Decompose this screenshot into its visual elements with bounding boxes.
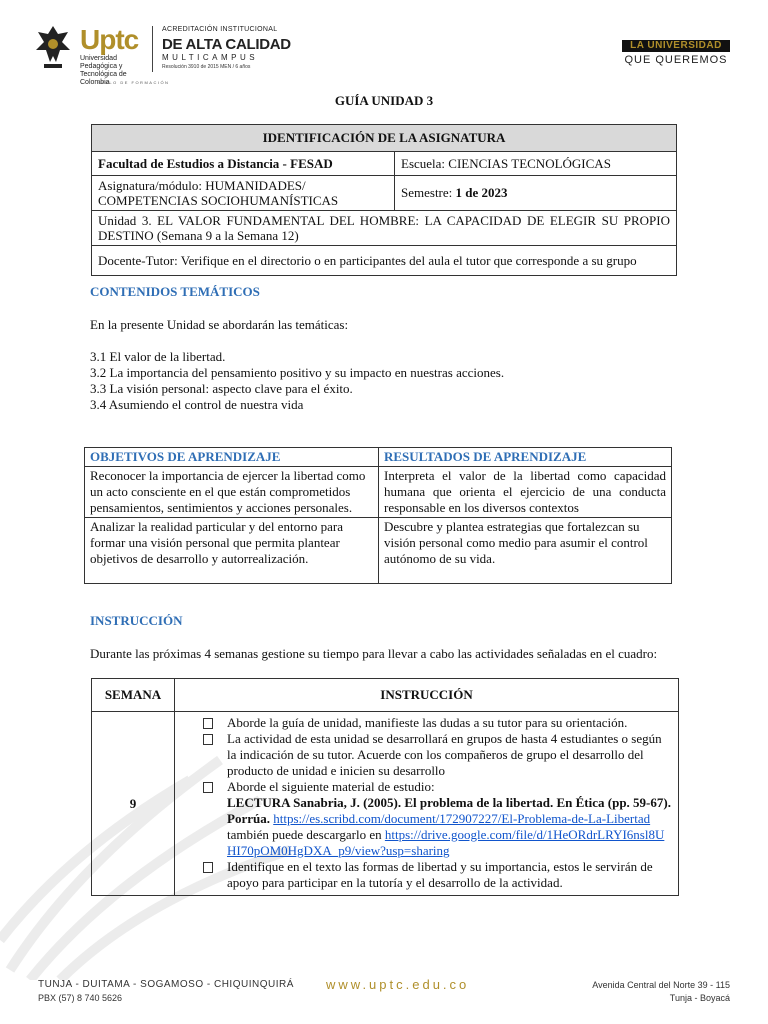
table-row: [85, 518, 672, 584]
semester-cell: [395, 176, 677, 211]
slogan-line-2: QUE QUEREMOS: [624, 54, 728, 66]
list-item: 3.4 Asumiendo el control de nuestra vida: [90, 397, 304, 412]
list-item: [175, 859, 672, 891]
document-title: GUÍA UNIDAD 3: [334, 93, 434, 108]
list-item: [175, 715, 672, 731]
bullet-text: Aborde la guía de unidad, manifieste las dudas a su tutor para su orientación.: [227, 715, 628, 730]
reading-reference: LECTURA Sanabria, J. (2005). El problema de la libertad. En Ética (pp. 59-67). Porrúa: [227, 795, 671, 826]
bullet-text: Aborde el siguiente material de estudio:: [227, 779, 435, 794]
accreditation-line-1: ACREDITACIÓN INSTITUCIONAL: [162, 26, 278, 33]
instruction-cell: [175, 712, 679, 896]
school-label: Escuela:: [401, 155, 449, 171]
accreditation-line-4: Resolución 3910 de 2015 MEN / 6 años: [162, 64, 251, 70]
bullet-text: La actividad de esta unidad se desarrollará en grupos de hasta 4 estudiantes o según la indicación de su tutor. Acuerde con los compañeros de grupo el desarrollo del producto de unidad e inicien su desarrollo: [227, 731, 662, 778]
footer-phone: PBX (57) 8 740 5626: [38, 993, 123, 1003]
table-cell: Descubre y plantea estrategias que fortalezcan su visión personal como medio para asumir el control autónomo de su vida.: [379, 518, 672, 584]
tutor-cell: Docente-Tutor: Verifique en el directorio o en participantes del aula el tutor que corresponde a su grupo: [92, 246, 677, 276]
drive-link[interactable]: https://drive.google.com/file/d/1HeORdrLRYI6nsl8UHI70pOM0HgDXA_p9/view?usp=sharing: [227, 827, 665, 858]
uptc-logo: Uptc: [80, 24, 139, 55]
objectives-table: [84, 447, 672, 584]
contents-intro: En la presente Unidad se abordarán las temáticas:: [90, 317, 349, 332]
semester-value: 1 de 2023: [455, 185, 508, 200]
contents-list: [90, 349, 504, 413]
bullet-icon: [203, 718, 213, 729]
week-number: 9: [92, 712, 175, 896]
reading-period: .: [266, 811, 274, 826]
table-row: [92, 712, 679, 896]
contents-title: CONTENIDOS TEMÁTICOS: [90, 284, 260, 299]
logo-divider: [152, 26, 153, 72]
instruction-header: INSTRUCCIÓN: [175, 679, 679, 712]
results-header: RESULTADOS DE APRENDIZAJE: [379, 448, 672, 467]
table-cell: Analizar la realidad particular y del entorno para formar una visión personal que permita plantear objetivos de desarrollo y autorrealización.: [85, 518, 379, 584]
faculty-cell: Facultad de Estudios a Distancia - FESAD: [92, 152, 395, 176]
list-item: 3.1 El valor de la libertad.: [90, 349, 226, 364]
footer-website[interactable]: www.uptc.edu.co: [326, 977, 470, 992]
list-item: [175, 779, 672, 859]
bullet-text: Identifique en el texto las formas de libertad y su importancia, estos le servirán de apoyo para participar en la tutoría y el desarrollo de la actividad.: [227, 859, 653, 890]
identification-table: [91, 124, 677, 276]
subject-cell: Asignatura/módulo: HUMANIDADES/ COMPETENCIAS SOCIOHUMANÍSTICAS: [92, 176, 395, 211]
list-item: 3.3 La visión personal: aspecto clave para el éxito.: [90, 381, 353, 396]
school-value: CIENCIAS TECNOLÓGICAS: [448, 155, 611, 171]
university-name: Universidad Pedagógica y Tecnológica de Colombia: [80, 55, 127, 86]
footer-address-2: Tunja - Boyacá: [669, 993, 730, 1003]
list-item: [175, 731, 672, 779]
identification-heading: IDENTIFICACIÓN DE LA ASIGNATURA: [92, 125, 677, 152]
objectives-header: OBJETIVOS DE APRENDIZAJE: [85, 448, 379, 467]
scribd-link[interactable]: https://es.scribd.com/document/172907227/El-Problema-de-La-Libertad: [273, 811, 651, 826]
list-item: 3.2 La importancia del pensamiento positivo y su impacto en nuestras acciones.: [90, 365, 505, 380]
footer-address-1: Avenida Central del Norte 39 - 115: [592, 980, 730, 990]
unit-cell: Unidad 3. EL VALOR FUNDAMENTAL DEL HOMBRE: LA CAPACIDAD DE ELEGIR SU PROPIO DESTINO (Semana 9 a la Semana 12): [92, 211, 677, 246]
coat-of-arms-icon: [34, 22, 72, 72]
table-cell: Interpreta el valor de la libertad como capacidad humana que orienta el ejercicio de una conducta responsable en los diversos contextos: [379, 467, 672, 518]
table-row: [85, 467, 672, 518]
instruction-table: [91, 678, 679, 896]
slogan-line-1: LA UNIVERSIDAD: [622, 40, 730, 52]
instruction-intro: Durante las próximas 4 semanas gestione su tiempo para llevar a cabo las actividades señaladas en el cuadro:: [90, 646, 658, 661]
bullet-icon: [203, 782, 213, 793]
week-header: SEMANA: [92, 679, 175, 712]
semester-label: Semestre:: [401, 185, 456, 200]
accreditation-line-2: DE ALTA CALIDAD: [162, 36, 291, 53]
logo-tagline: SIGLO DE FORMACIÓN: [98, 80, 170, 85]
bullet-icon: [203, 862, 213, 873]
table-cell: Reconocer la importancia de ejercer la libertad como un acto consciente en el que están comprometidos pensamientos, sentimientos y acciones personales.: [85, 467, 379, 518]
instruction-title: INSTRUCCIÓN: [90, 613, 183, 628]
school-cell: [395, 152, 677, 176]
accreditation-line-3: MULTICAMPUS: [162, 53, 259, 62]
footer-cities: TUNJA - DUITAMA - SOGAMOSO - CHIQUINQUIRÁ: [38, 979, 294, 990]
bullet-icon: [203, 734, 213, 745]
bullet-text: también puede descargarlo en: [227, 827, 385, 842]
